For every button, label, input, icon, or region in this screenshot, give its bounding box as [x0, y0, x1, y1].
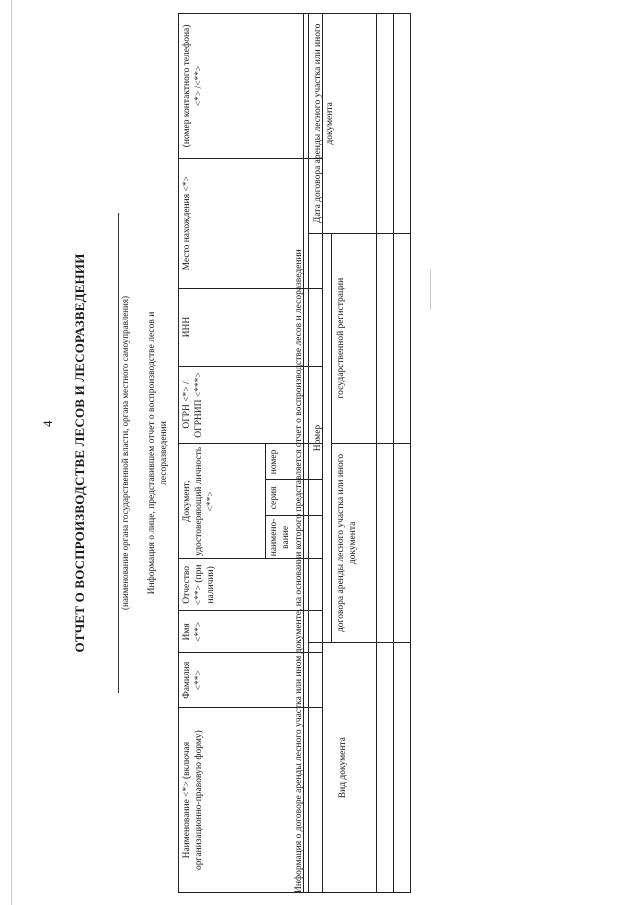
header-first-name: Имя <**>: [179, 611, 304, 653]
rotated-page: [40, 13, 600, 893]
person-info-heading: Информация о лице, представившем отчет о воспроизводстве лесов и лесоразведении: [147, 311, 169, 595]
header-state-registration: государственной регистрации: [332, 233, 377, 443]
contract-info-table: [308, 13, 411, 893]
header-location: Место нахождения <*>: [179, 158, 304, 288]
authority-underline: [118, 213, 119, 693]
table-cell: [394, 233, 411, 443]
table-cell: [394, 14, 411, 234]
table-row: [394, 14, 411, 893]
page-number: 4: [40, 420, 55, 427]
header-last-name: Фамилия <**>: [179, 653, 304, 708]
header-number: Номер: [309, 233, 332, 643]
header-phone: (номер контактного телефона) <*> /<**>: [179, 14, 304, 159]
header-patronymic: Отчество <**> (при наличии): [179, 559, 304, 611]
header-doc-name: наимено-вание: [266, 516, 304, 559]
report-title: ОТЧЕТ О ВОСПРОИЗВОДСТВЕ ЛЕСОВ И ЛЕСОРАЗВЕДЕНИИ: [72, 253, 87, 653]
header-doc-series: серия: [266, 480, 304, 516]
table-cell: [377, 233, 394, 443]
header-doc-type: Вид документа: [309, 643, 377, 893]
scan-edge-mark: [11, 0, 12, 905]
table-cell: [394, 643, 411, 893]
authority-caption: (наименование органа государственной власти, органа местного самоуправления): [120, 296, 130, 610]
table-row: [377, 14, 394, 893]
header-contract-number: договора аренды лесного участка или иного документа: [332, 443, 377, 643]
header-ogrn: ОГРН <*> /ОГРНИП <***>: [179, 366, 304, 444]
table-cell: [377, 643, 394, 893]
header-contract-date: Дата договора аренды лесного участка или иного документа: [309, 14, 377, 234]
header-inn: ИНН: [179, 288, 304, 366]
table-cell: [377, 443, 394, 643]
header-doc-number: номер: [266, 444, 304, 480]
table-cell: [394, 443, 411, 643]
header-identity-doc: Документ, удостоверяющий личность <**>: [179, 444, 266, 559]
header-name-org: Наименование <*> (включая организационно-правовую форму): [179, 708, 304, 893]
contract-info-heading: Информация о договоре аренды лесного участка или ином документе, на основании которого представляется отчет о воспроизводстве лесов и лесоразведении: [294, 249, 304, 893]
table-cell: [377, 14, 394, 234]
